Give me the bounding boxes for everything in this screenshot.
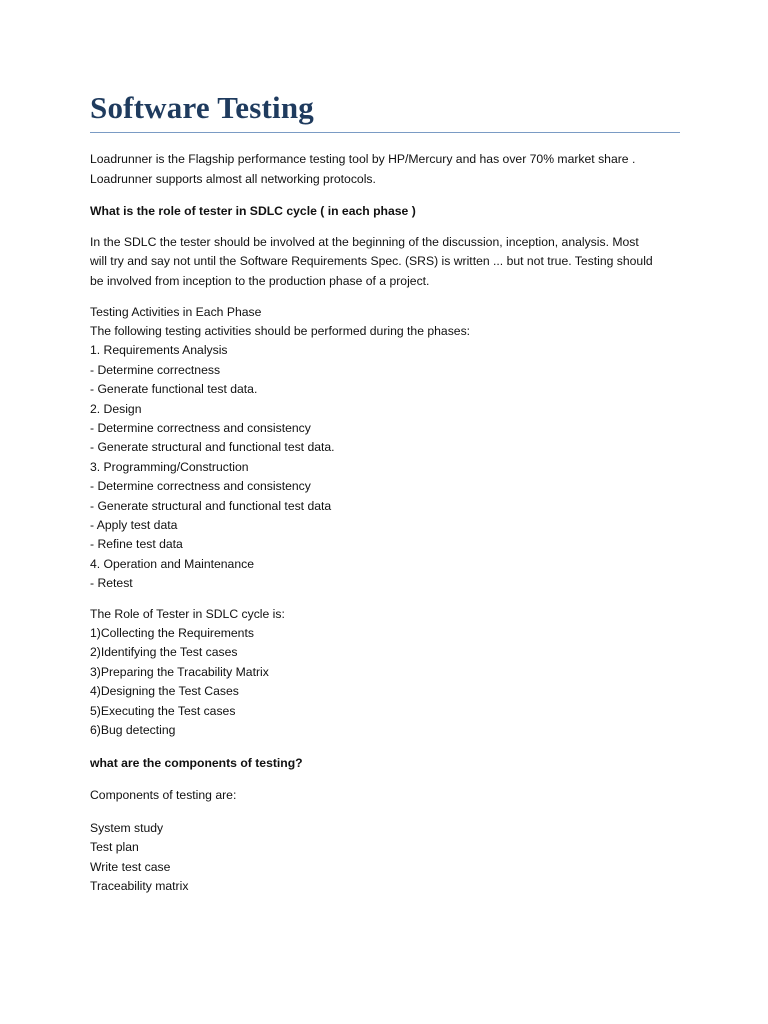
list-item: 6)Bug detecting bbox=[90, 723, 176, 738]
list-item: Testing Activities in Each Phase bbox=[90, 304, 262, 319]
list-item: System study bbox=[90, 820, 164, 835]
list-item: Traceability matrix bbox=[90, 878, 189, 893]
document-page bbox=[90, 88, 680, 896]
list-item: - Refine test data bbox=[90, 537, 183, 552]
list-item: - Determine correctness and consistency bbox=[90, 421, 311, 435]
list-item: 4)Designing the Test Cases bbox=[90, 684, 239, 699]
list-item: - Determine correctness and consistency bbox=[90, 479, 311, 494]
tester-roles-list bbox=[90, 605, 680, 741]
list-item: - Apply test data bbox=[90, 518, 178, 533]
answer-line: will try and say not until the Software Requirements Spec. (SRS) is written ... but not true. Testing should bbox=[90, 254, 653, 269]
answer-paragraph bbox=[90, 233, 680, 292]
testing-activities-list bbox=[90, 303, 680, 594]
list-item: 2. Design bbox=[90, 401, 142, 416]
question-role-of-tester: What is the role of tester in SDLC cycle ( in each phase ) bbox=[90, 204, 416, 219]
list-item: 3)Preparing the Tracability Matrix bbox=[90, 664, 269, 679]
list-item: - Generate functional test data. bbox=[90, 382, 258, 397]
list-item: - Determine correctness bbox=[90, 362, 221, 377]
list-item: 5)Executing the Test cases bbox=[90, 703, 236, 718]
list-item: The Role of Tester in SDLC cycle is: bbox=[90, 606, 285, 621]
answer-line: In the SDLC the tester should be involved at the beginning of the discussion, inception, analysis. Most bbox=[90, 234, 639, 249]
list-item: - Generate structural and functional test data bbox=[90, 498, 332, 513]
components-list bbox=[90, 819, 680, 897]
list-item: - Generate structural and functional test data. bbox=[90, 440, 335, 455]
list-item: 3. Programming/Construction bbox=[90, 459, 249, 474]
page-title: Software Testing bbox=[90, 90, 314, 125]
answer-line: be involved from inception to the production phase of a project. bbox=[90, 273, 430, 288]
list-item: The following testing activities should be performed during the phases: bbox=[90, 323, 471, 338]
list-item: Write test case bbox=[90, 859, 171, 874]
intro-line: Loadrunner is the Flagship performance testing tool by HP/Mercury and has over 70% market share . bbox=[90, 152, 636, 166]
list-item: 1)Collecting the Requirements bbox=[90, 626, 254, 641]
intro-line: Loadrunner supports almost all networking protocols. bbox=[90, 171, 376, 186]
list-item: 2)Identifying the Test cases bbox=[90, 645, 238, 660]
list-item: Test plan bbox=[90, 840, 139, 855]
components-heading: Components of testing are: bbox=[90, 788, 237, 803]
list-item: - Retest bbox=[90, 576, 133, 591]
title-underline bbox=[90, 132, 680, 133]
intro-paragraph bbox=[90, 150, 680, 189]
question-components-of-testing: what are the components of testing? bbox=[90, 755, 303, 770]
list-item: 1. Requirements Analysis bbox=[90, 343, 228, 358]
list-item: 4. Operation and Maintenance bbox=[90, 556, 254, 571]
